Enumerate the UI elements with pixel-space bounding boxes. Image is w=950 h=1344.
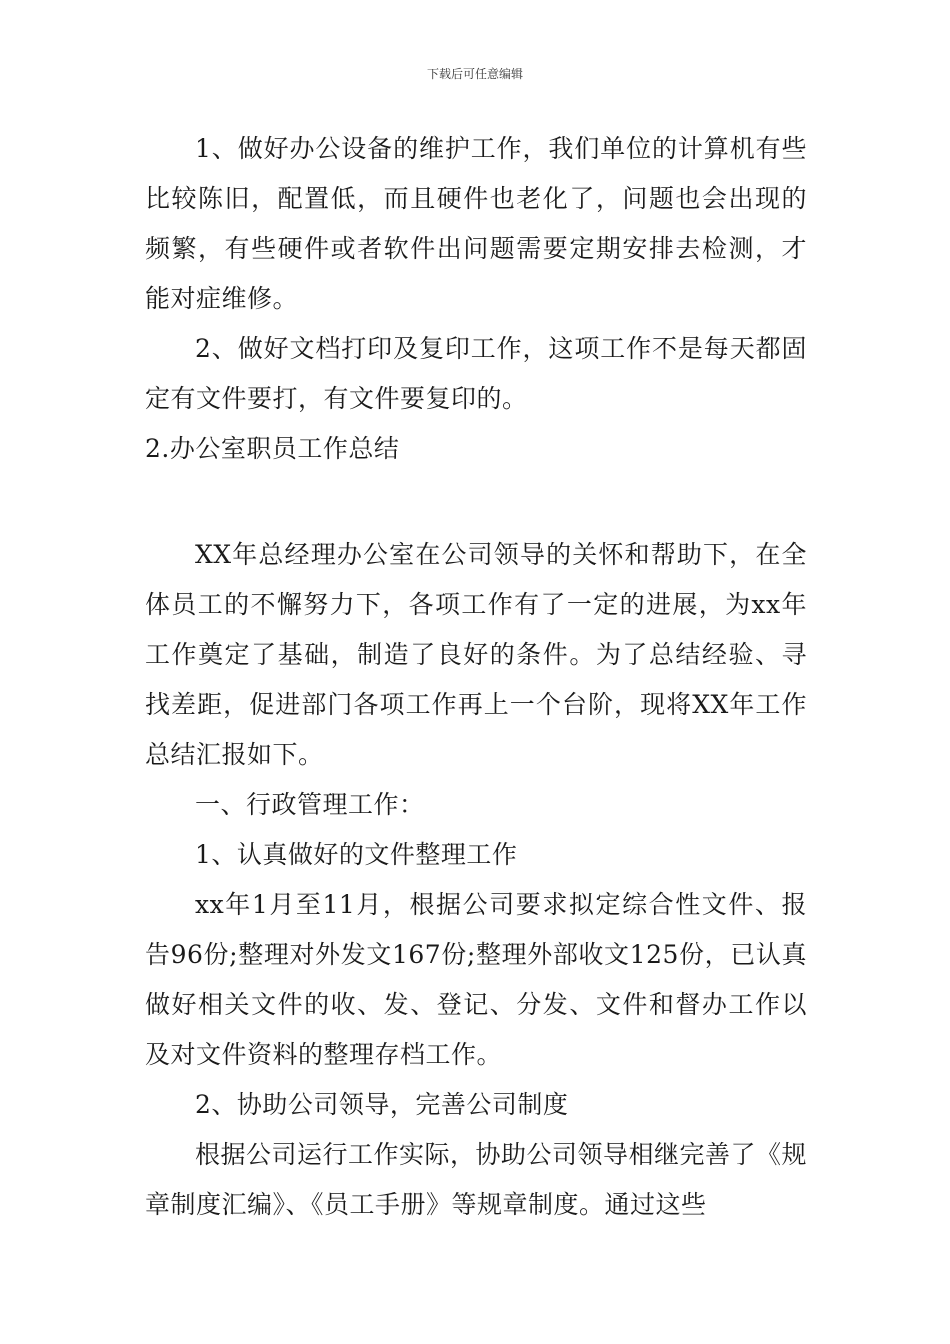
page-header-note: 下载后可任意编辑 (426, 67, 523, 81)
paragraph-equipment-maintenance: 1、做好办公设备的维护工作，我们单位的计算机有些比较陈旧，配置低，而且硬件也老化了，问题也会出现的频繁，有些硬件或者软件出问题需要定期安排去检测，才能对症维修。 (145, 134, 807, 313)
paragraph-printing-copying: 2、做好文档打印及复印工作，这项工作不是每天都固定有文件要打，有文件要复印的。 (145, 334, 807, 413)
paragraph-annual-summary-intro: XX年总经理办公室在公司领导的关怀和帮助下，在全体员工的不懈努力下，各项工作有了一定的进展，为xx年工作奠定了基础，制造了良好的条件。为了总结经验、寻找差距，促进部门各项工作再上一个台阶，现将XX年工作总结汇报如下。 (145, 540, 807, 769)
document-body (145, 124, 807, 1230)
subheading-document-organization: 1、认真做好的文件整理工作 (195, 840, 518, 869)
subheading-company-regulations: 2、协助公司领导，完善公司制度 (195, 1090, 569, 1119)
section-heading: 2.办公室职员工作总结 (145, 434, 400, 463)
paragraph-regulations-detail: 根据公司运行工作实际，协助公司领导相继完善了《规章制度汇编》、《员工手册》等规章制度。通过这些 (145, 1140, 808, 1219)
paragraph-document-statistics: xx年1月至11月，根据公司要求拟定综合性文件、报告96份;整理对外发文167份;整理外部收文125份，已认真做好相关文件的收、发、登记、分发、文件和督办工作以及对文件资料的整理存档工作。 (145, 890, 807, 1069)
subheading-administration: 一、行政管理工作： (195, 790, 425, 819)
section-spacer (145, 474, 807, 530)
